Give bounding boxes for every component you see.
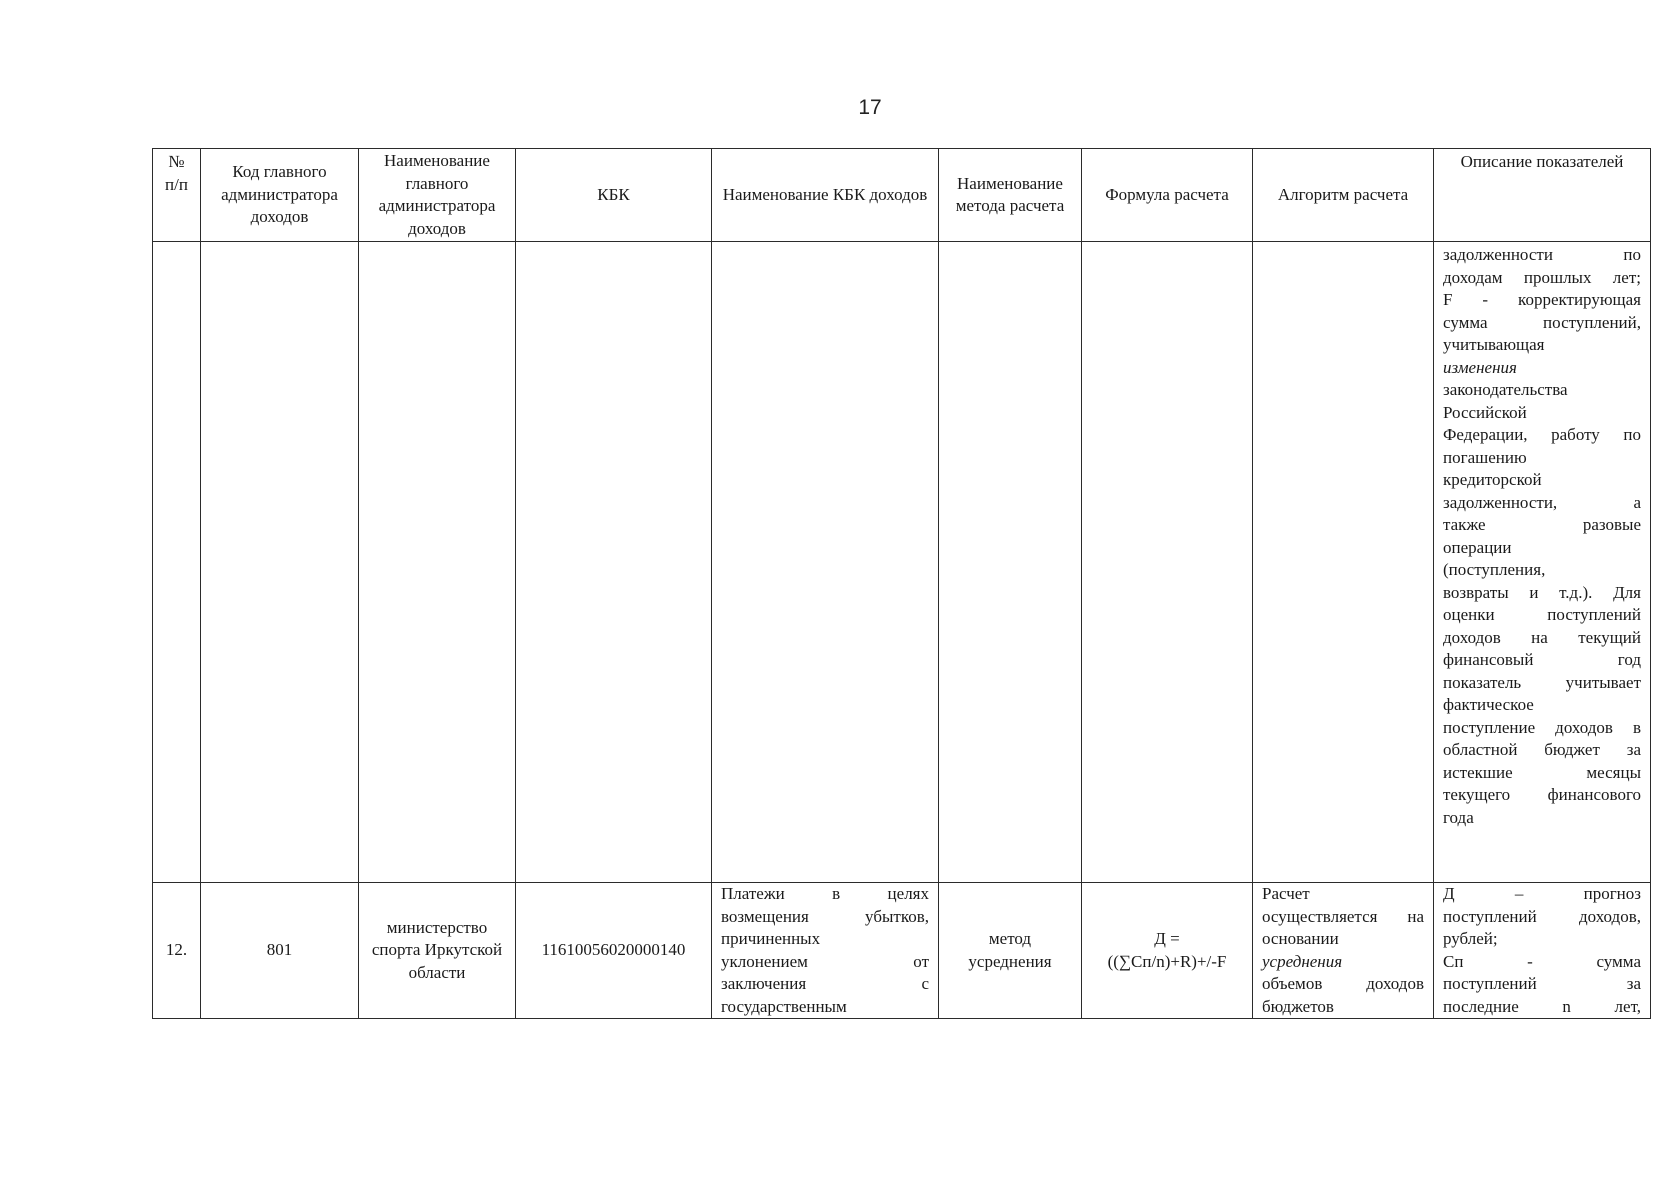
cell-formula bbox=[1082, 242, 1253, 883]
text-line: заключения с bbox=[721, 974, 929, 993]
header-algorithm: Алгоритм расчета bbox=[1253, 149, 1434, 242]
cell-formula bbox=[1082, 883, 1253, 1019]
cell-kbk-name bbox=[712, 242, 939, 883]
text-line: Федерации, работу по bbox=[1443, 425, 1641, 444]
cell-method bbox=[939, 242, 1082, 883]
header-num: № п/п bbox=[153, 149, 201, 242]
table-row-12 bbox=[153, 883, 1651, 1019]
income-forecast-table bbox=[152, 148, 1651, 1019]
header-formula: Формула расчета bbox=[1082, 149, 1253, 242]
text-line: фактическое bbox=[1443, 695, 1534, 714]
cell-num bbox=[153, 242, 201, 883]
cell-kbk bbox=[516, 242, 712, 883]
cell-description bbox=[1434, 883, 1651, 1019]
cell-admin-name: министерство спорта Иркутской области bbox=[359, 883, 516, 1019]
formula-line-1: Д = bbox=[1154, 929, 1180, 948]
text-line: осуществляется на bbox=[1262, 906, 1424, 926]
text-line: усреднения bbox=[1262, 951, 1343, 971]
text-line: Сп - сумма bbox=[1443, 951, 1641, 971]
table-header-row bbox=[153, 149, 1651, 242]
text-line: возвраты и т.д.). Для bbox=[1443, 582, 1641, 602]
header-method: Наименование метода расчета bbox=[939, 149, 1082, 242]
text-line: Д – прогноз bbox=[1443, 884, 1641, 903]
header-kbk-name: Наименование КБК доходов bbox=[712, 149, 939, 242]
text-line: погашению bbox=[1443, 447, 1527, 467]
text-line: финансовый год bbox=[1443, 650, 1641, 669]
cell-admin-name bbox=[359, 242, 516, 883]
formula-line-2: ((∑Сп/n)+R)+/-F bbox=[1107, 951, 1227, 971]
header-description: Описание показателей bbox=[1434, 149, 1651, 242]
cell-description bbox=[1434, 242, 1651, 883]
text-line: областной бюджет за bbox=[1443, 740, 1641, 759]
text-line: изменения bbox=[1443, 357, 1517, 377]
text-line: Платежи в целях bbox=[721, 884, 929, 903]
cell-algorithm bbox=[1253, 242, 1434, 883]
cell-algorithm bbox=[1253, 883, 1434, 1019]
text-line: возмещения убытков, bbox=[721, 906, 929, 926]
cell-kbk: 11610056020000140 bbox=[516, 883, 712, 1019]
text-line: операции bbox=[1443, 537, 1512, 557]
text-line: истекшие месяцы bbox=[1443, 762, 1641, 782]
header-admin-name: Наименование главного администратора доходов bbox=[359, 149, 516, 242]
text-line: F - корректирующая bbox=[1443, 290, 1641, 309]
header-code: Код главного администратора доходов bbox=[201, 149, 359, 242]
cell-kbk-name bbox=[712, 883, 939, 1019]
cell-method: метод усреднения bbox=[939, 883, 1082, 1019]
text-line: Расчет bbox=[1262, 884, 1310, 903]
text-line: объемов доходов bbox=[1262, 974, 1424, 993]
text-line: поступление доходов в bbox=[1443, 717, 1641, 737]
text-line: доходам прошлых лет; bbox=[1443, 267, 1641, 287]
text-line: задолженности, а bbox=[1443, 492, 1641, 512]
text-line: задолженности по bbox=[1443, 245, 1641, 264]
text-line: кредиторской bbox=[1443, 470, 1542, 489]
text-line: показатель учитывает bbox=[1443, 672, 1641, 692]
text-line: (поступления, bbox=[1443, 560, 1546, 579]
text-line: текущего финансового bbox=[1443, 785, 1641, 804]
text-line: последние n лет, bbox=[1443, 996, 1641, 1016]
text-line: оценки поступлений bbox=[1443, 605, 1641, 624]
cell-num: 12. bbox=[153, 883, 201, 1019]
cell-code bbox=[201, 242, 359, 883]
text-line: законодательства bbox=[1443, 380, 1568, 399]
text-line: основании bbox=[1262, 929, 1339, 948]
text-line: причиненных bbox=[721, 929, 821, 948]
text-line: учитывающая bbox=[1443, 335, 1545, 354]
text-line: уклонением от bbox=[721, 951, 929, 971]
text-line: бюджетов bbox=[1262, 996, 1334, 1016]
table-row-continuation bbox=[153, 242, 1651, 883]
text-line: поступлений доходов, bbox=[1443, 906, 1641, 926]
page-number: 17 bbox=[858, 96, 882, 119]
text-line: Российской bbox=[1443, 402, 1527, 422]
text-line: доходов на текущий bbox=[1443, 627, 1641, 647]
text-line: государственным bbox=[721, 996, 847, 1016]
text-line: года bbox=[1443, 807, 1474, 827]
text-line: также разовые bbox=[1443, 515, 1641, 534]
text-line: рублей; bbox=[1443, 929, 1498, 948]
text-line: поступлений за bbox=[1443, 974, 1641, 993]
text-line: сумма поступлений, bbox=[1443, 312, 1641, 332]
header-kbk: КБК bbox=[516, 149, 712, 242]
cell-code: 801 bbox=[201, 883, 359, 1019]
